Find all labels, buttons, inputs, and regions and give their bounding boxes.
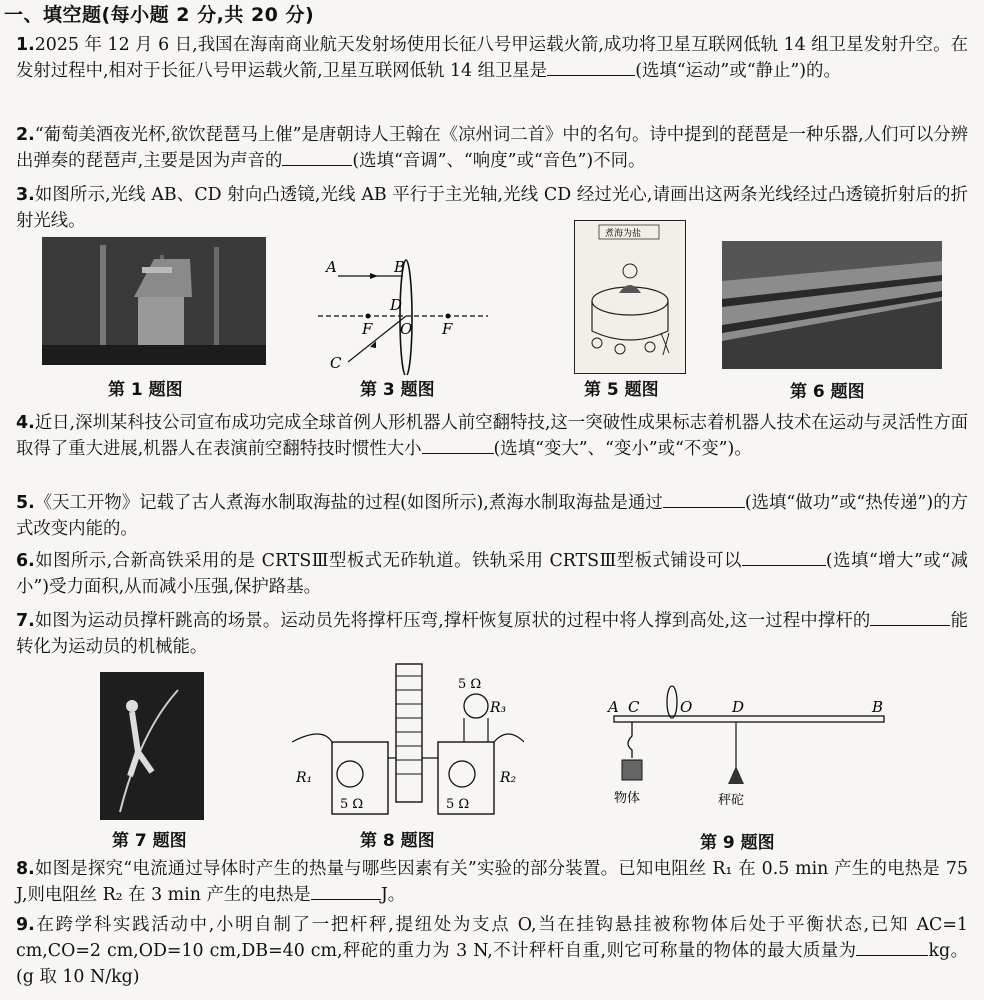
label-c: C: [330, 354, 342, 372]
hook: [628, 722, 632, 758]
question-6-text: 如图所示,合新高铁采用的是 CRTSⅢ型板式无砟轨道。铁轨采用 CRTSⅢ型板式铺设可以: [34, 551, 742, 571]
label-o: O: [400, 320, 413, 338]
answer-blank-4[interactable]: [422, 437, 494, 454]
answer-blank-1[interactable]: [547, 59, 635, 76]
label-b: B: [394, 258, 406, 276]
question-8: 8.如图是探究“电流通过导体时产生的热量与哪些因素有关”实验的部分装置。已知电阻丝 R₁ 在 0.5 min 产生的电热是 75 J,则电阻丝 R₂ 在 3 min 产生的电热是 J。: [16, 859, 968, 905]
fig3-lens-diagram: [318, 250, 498, 375]
label-o: O: [680, 698, 693, 716]
resistor-coil-r2: [449, 761, 475, 787]
salt-boiling-drawing: [575, 221, 685, 373]
question-3: 3.如图所示,光线 AB、CD 射向凸透镜,光线 AB 平行于主光轴,光线 CD 经过光心,请画出这两条光线经过凸透镜折射后的折射光线。: [16, 185, 968, 231]
question-4-text: 近日,深圳某科技公司宣布成功完成全球首例人形机器人前空翻特技,这一突破性成果标志着机器人技术在运动与灵活性方面取得了重大进展,机器人在表演前空翻特技时惯性大小: [16, 413, 968, 459]
object-block: [622, 760, 642, 780]
question-2-text: “葡萄美酒夜光杯,欲饮琵琶马上催”是唐朝诗人王翰在《凉州词二首》中的名句。诗中提到的琵琶是一种乐器,人们可以分辨出弹奏的琵琶声,主要是因为声音的: [16, 125, 968, 171]
fig3-caption: 第 3 题图: [360, 380, 435, 400]
label-f-right: F: [442, 320, 453, 338]
label-f-left: F: [362, 320, 373, 338]
focus-right: [446, 314, 451, 319]
fig1-rocket-photo: [42, 237, 266, 365]
question-6: 6.如图所示,合新高铁采用的是 CRTSⅢ型板式无砟轨道。铁轨采用 CRTSⅢ型板式铺设可以 (选填“增大”或“减小”)受力面积,从而减小压强,保护路基。: [16, 551, 968, 597]
answer-blank-7[interactable]: [870, 609, 950, 626]
answer-blank-8[interactable]: [311, 883, 381, 900]
fig8-caption: 第 8 题图: [360, 831, 435, 851]
label-a: A: [326, 258, 337, 276]
label-b: B: [872, 698, 884, 716]
answer-blank-6[interactable]: [742, 549, 826, 566]
fig5-inset-title: 煮海为盐: [605, 229, 642, 239]
question-9: 9.在跨学科实践活动中,小明自制了一把杆秤,提纽处为支点 O,当在挂钩悬挂被称物体后处于平衡状态,已知 AC=1 cm,CO=2 cm,OD=10 cm,DB=40 cm,秤砣的重力为 3 N,不计秤杆自重,则它可称量的物体的最大质量为 kg。(g 取 10 N/kg): [16, 915, 968, 987]
fig8-circuit-diagram: [292, 662, 524, 826]
fig7-polevault-photo: [100, 672, 204, 820]
label-r1: R₁: [296, 770, 313, 786]
label-object: 物体: [614, 791, 641, 806]
question-7: 7.如图为运动员撑杆跳高的场景。运动员先将撑杆压弯,撑杆恢复原状的过程中将人撑到高处,这一过程中撑杆的 能转化为运动员的机械能。: [16, 611, 968, 657]
counterweight: [728, 766, 744, 784]
question-5-text: 《天工开物》记载了古人煮海水制取海盐的过程(如图所示),煮海水制取海盐是通过: [34, 493, 663, 513]
question-5: 5.《天工开物》记载了古人煮海水制取海盐的过程(如图所示),煮海水制取海盐是通过 (选填“做功”或“热传递”)的方式改变内能的。: [16, 493, 968, 539]
section-title: 一、填空题(每小题 2 分,共 20 分): [4, 4, 315, 26]
fig9-steelyard-diagram: [596, 680, 886, 822]
resistor-coil-r1: [337, 761, 363, 787]
answer-blank-5[interactable]: [663, 491, 745, 508]
steelyard-beam: [614, 716, 884, 722]
label-r1-ohm: 5 Ω: [340, 797, 364, 812]
railway-track-image: [722, 241, 942, 369]
pole-vault-image: [100, 672, 204, 820]
focus-left: [366, 314, 371, 319]
label-d: D: [390, 296, 403, 314]
question-7-text: 如图为运动员撑杆跳高的场景。运动员先将撑杆压弯,撑杆恢复原状的过程中将人撑到高处,这一过程中撑杆的: [34, 611, 871, 631]
rocket-launch-image: [42, 237, 266, 365]
label-a: A: [608, 698, 619, 716]
u-tube-manometer: [396, 664, 422, 802]
fig6-track-photo: [722, 241, 942, 369]
label-r3: R₃: [490, 700, 507, 716]
label-counterweight: 秤砣: [718, 793, 745, 808]
question-8-text: 如图是探究“电流通过导体时产生的热量与哪些因素有关”实验的部分装置。已知电阻丝 R₁ 在 0.5 min 产生的电热是 75 J,则电阻丝 R₂ 在 3 min 产生的电热是: [16, 859, 968, 905]
question-3-text: 如图所示,光线 AB、CD 射向凸透镜,光线 AB 平行于主光轴,光线 CD 经过光心,请画出这两条光线经过凸透镜折射后的折射光线。: [16, 185, 968, 231]
ray-ab-arrow: [370, 273, 378, 279]
label-d: D: [732, 698, 745, 716]
fig1-caption: 第 1 题图: [108, 380, 183, 400]
fig7-caption: 第 7 题图: [112, 831, 187, 851]
resistor-coil-r3: [464, 694, 488, 718]
label-r3-ohm: 5 Ω: [458, 677, 482, 692]
fig9-caption: 第 9 题图: [700, 833, 775, 853]
label-r2-ohm: 5 Ω: [446, 797, 470, 812]
fig5-illustration: [574, 220, 686, 374]
pivot-loop: [667, 686, 677, 718]
ray-cd: [348, 316, 406, 362]
fig5-caption: 第 5 题图: [584, 380, 659, 400]
convex-lens: [400, 260, 412, 375]
label-r2: R₂: [500, 770, 517, 786]
answer-blank-9[interactable]: [856, 939, 928, 956]
answer-blank-2[interactable]: [282, 149, 352, 166]
question-1: 1.2025 年 12 月 6 日,我国在海南商业航天发射场使用长征八号甲运载火箭,成功将卫星互联网低轨 14 组卫星发射升空。在发射过程中,相对于长征八号甲运载火箭,卫星互联网低轨 14 组卫星是 (选填“运动”或“静止”)的。: [16, 35, 968, 81]
question-1-text: 2025 年 12 月 6 日,我国在海南商业航天发射场使用长征八号甲运载火箭,成功将卫星互联网低轨 14 组卫星发射升空。在发射过程中,相对于长征八号甲运载火箭,卫星互联网低轨 14 组卫星是: [16, 35, 968, 81]
label-c: C: [628, 698, 640, 716]
question-9-text: 在跨学科实践活动中,小明自制了一把杆秤,提纽处为支点 O,当在挂钩悬挂被称物体后处于平衡状态,已知 AC=1 cm,CO=2 cm,OD=10 cm,DB=40 cm,秤砣的重力为 3 N,不计秤杆自重,则它可称量的物体的最大质量为: [16, 915, 968, 961]
fig6-caption: 第 6 题图: [790, 382, 865, 402]
question-4: 4.近日,深圳某科技公司宣布成功完成全球首例人形机器人前空翻特技,这一突破性成果标志着机器人技术在运动与灵活性方面取得了重大进展,机器人在表演前空翻特技时惯性大小 (选填“变大”、“变小”或“不变”)。: [16, 413, 968, 459]
question-2: 2.“葡萄美酒夜光杯,欲饮琵琶马上催”是唐朝诗人王翰在《凉州词二首》中的名句。诗中提到的琵琶是一种乐器,人们可以分辨出弹奏的琵琶声,主要是因为声音的 (选填“音调”、“响度”或“音色”)不同。: [16, 125, 968, 171]
